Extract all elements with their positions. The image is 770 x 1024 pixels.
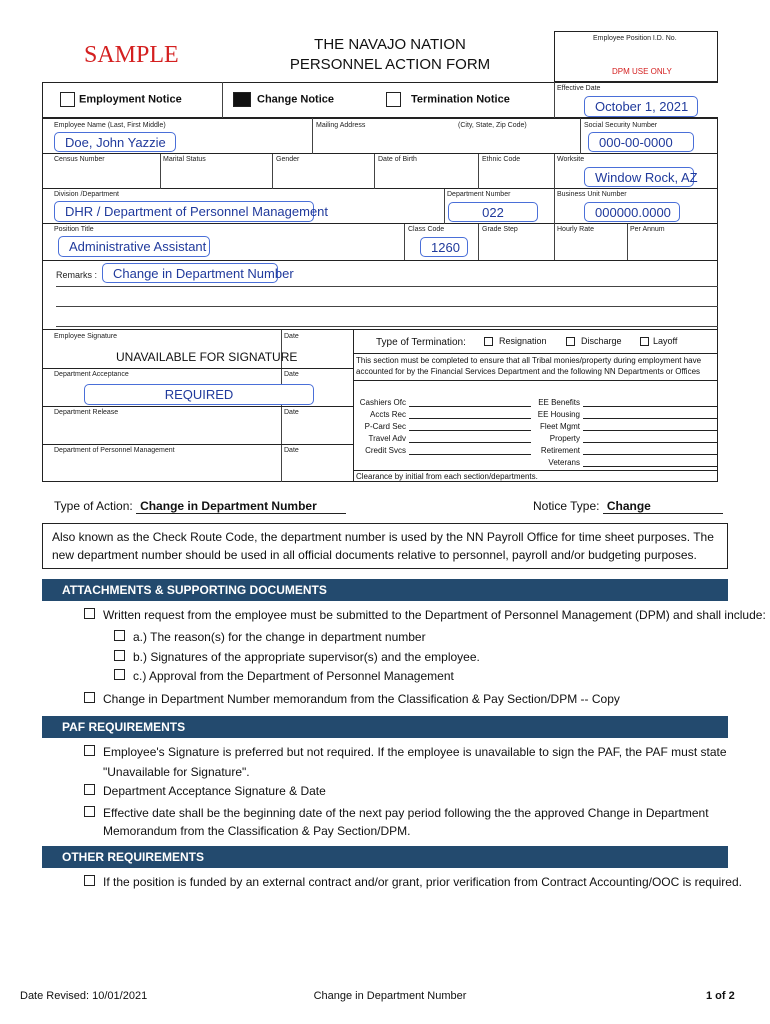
paf-header: PAF REQUIREMENTS xyxy=(42,716,728,738)
clearance-item: Travel Adv xyxy=(368,434,406,443)
marital-label: Marital Status xyxy=(163,156,206,163)
termination-notice-label: Termination Notice xyxy=(411,93,510,106)
checkbox[interactable] xyxy=(114,630,125,641)
business-unit-field[interactable]: 000000.0000 xyxy=(584,202,680,222)
remarks-field[interactable]: Change in Department Number xyxy=(102,263,278,283)
change-checkbox-checked[interactable] xyxy=(233,92,251,107)
termination-notice[interactable] xyxy=(386,92,510,107)
ssn-label: Social Security Number xyxy=(584,122,658,129)
checkbox[interactable] xyxy=(84,608,95,619)
effective-date-label: Effective Date xyxy=(557,85,601,92)
attachment-sub-c-text: c.) Approval from the Department of Personnel Management xyxy=(133,669,454,683)
division-field[interactable]: DHR / Department of Personnel Management xyxy=(54,201,314,222)
worksite-field[interactable]: Window Rock, AZ xyxy=(584,167,694,187)
city-state-zip-label: (City, State, Zip Code) xyxy=(458,122,527,129)
resignation-label: Resignation xyxy=(499,336,547,346)
type-of-action-value: Change in Department Number xyxy=(136,499,346,514)
unavailable-for-signature: UNAVAILABLE FOR SIGNATURE xyxy=(116,350,298,364)
position-title-field[interactable]: Administrative Assistant xyxy=(58,236,210,257)
form-title-line2: PERSONNEL ACTION FORM xyxy=(289,56,491,73)
grade-step-label: Grade Step xyxy=(482,226,518,233)
attachment-item-1-text: Written request from the employee must be submitted to the Department of Personnel Management (DPM) and shall include: xyxy=(103,608,766,622)
effective-date-field[interactable]: October 1, 2021 xyxy=(584,96,698,117)
checkbox[interactable] xyxy=(84,745,95,756)
employee-name-label: Employee Name (Last, First Middle) xyxy=(54,122,166,129)
paf-item-3[interactable] xyxy=(84,804,709,823)
paf-item-3-text: Effective date shall be the beginning date of the next pay period following the the approved Change in Department xyxy=(103,806,709,820)
change-notice[interactable] xyxy=(233,92,334,107)
acceptance-required-field[interactable]: REQUIRED xyxy=(84,384,314,405)
dpm-use-only: DPM USE ONLY xyxy=(612,67,672,76)
attachment-item-2[interactable] xyxy=(84,690,620,709)
termination-checkbox[interactable] xyxy=(386,92,401,107)
checkbox[interactable] xyxy=(84,692,95,703)
clearance-item: Fleet Mgmt xyxy=(539,422,580,431)
clearance-item: P-Card Sec xyxy=(364,422,406,431)
paf-item-1[interactable] xyxy=(84,743,727,762)
sample-watermark: SAMPLE xyxy=(84,42,179,68)
attachment-sub-b-text: b.) Signatures of the appropriate supervisor(s) and the employee. xyxy=(133,650,480,664)
mailing-address-label: Mailing Address xyxy=(316,122,366,129)
employee-signature-label: Employee Signature xyxy=(54,333,118,340)
checkbox[interactable] xyxy=(84,784,95,795)
clearance-item: Property xyxy=(549,434,580,443)
dept-number-label: Department Number xyxy=(447,191,511,198)
position-title-label: Position Title xyxy=(54,226,94,233)
hourly-rate-label: Hourly Rate xyxy=(557,226,594,233)
discharge-checkbox[interactable] xyxy=(566,337,575,346)
gender-label: Gender xyxy=(276,156,300,163)
other-header: OTHER REQUIREMENTS xyxy=(42,846,728,868)
dept-number-field[interactable]: 022 xyxy=(448,202,538,222)
checkbox[interactable] xyxy=(114,669,125,680)
layoff-option[interactable] xyxy=(640,336,677,346)
layoff-checkbox[interactable] xyxy=(640,337,649,346)
notice-type xyxy=(533,499,723,514)
paf-item-3-cont: Memorandum from the Classification & Pay Section/DPM. xyxy=(103,824,411,838)
change-notice-label: Change Notice xyxy=(257,93,335,106)
signature-date-label: Date xyxy=(284,333,299,340)
ssn-field[interactable]: 000-00-0000 xyxy=(588,132,694,152)
dpm-label: Department of Personnel Management xyxy=(54,447,175,454)
paf-item-1-text: Employee's Signature is preferred but not required. If the employee is unavailable to sign the PAF, the PAF must state xyxy=(103,745,727,759)
discharge-option[interactable] xyxy=(566,336,622,346)
release-date-label: Date xyxy=(284,409,299,416)
clearance-item: Cashiers Ofc xyxy=(359,398,406,407)
class-code-field[interactable]: 1260 xyxy=(420,237,468,257)
type-of-action-label: Type of Action: xyxy=(54,499,133,513)
attachment-item-1[interactable] xyxy=(84,606,766,625)
notice-type-value: Change xyxy=(603,499,723,514)
discharge-label: Discharge xyxy=(581,336,622,346)
business-unit-label: Business Unit Number xyxy=(557,191,627,198)
checkbox[interactable] xyxy=(84,875,95,886)
other-item-1[interactable] xyxy=(84,873,742,892)
clearance-item: Credit Svcs xyxy=(365,446,406,455)
attachment-sub-c[interactable] xyxy=(114,667,454,686)
employment-checkbox[interactable] xyxy=(60,92,75,107)
paf-item-2[interactable] xyxy=(84,782,326,801)
dpm-date-label: Date xyxy=(284,447,299,454)
footer-center: Change in Department Number xyxy=(313,990,467,1002)
dept-release-label: Department Release xyxy=(54,409,119,416)
checkbox[interactable] xyxy=(114,650,125,661)
attachments-header: ATTACHMENTS & SUPPORTING DOCUMENTS xyxy=(42,579,728,601)
paf-item-1-cont: "Unavailable for Signature". xyxy=(103,765,250,779)
position-id-label: Employee Position I.D. No. xyxy=(593,35,677,42)
dob-label: Date of Birth xyxy=(378,156,417,163)
resignation-option[interactable] xyxy=(484,336,547,346)
paf-item-2-text: Department Acceptance Signature & Date xyxy=(103,784,326,798)
remarks-label: Remarks : xyxy=(56,270,98,280)
clearance-right-list xyxy=(534,395,718,467)
employment-notice[interactable] xyxy=(60,92,182,107)
employee-name-field[interactable]: Doe, John Yazzie xyxy=(54,132,176,152)
worksite-label: Worksite xyxy=(557,156,585,163)
form-title-line1: THE NAVAJO NATION xyxy=(314,36,466,53)
action-description-text: Also known as the Check Route Code, the department number is used by the NN Payroll Office for time sheet purposes. The new department number should be used in all official documents relative to personnel, payroll and/or budgeting purposes. xyxy=(52,530,714,562)
clearance-item: Accts Rec xyxy=(369,410,406,419)
acceptance-date-label: Date xyxy=(284,371,299,378)
division-label: Division /Department xyxy=(54,191,119,198)
attachment-sub-b[interactable] xyxy=(114,648,480,667)
clearance-item: Retirement xyxy=(540,446,580,455)
dept-acceptance-label: Department Acceptance xyxy=(54,371,129,378)
clearance-note: Clearance by initial from each section/departments. xyxy=(356,472,538,481)
employment-notice-label: Employment Notice xyxy=(79,93,182,106)
attachment-item-2-text: Change in Department Number memorandum from the Classification & Pay Section/DPM -- Copy xyxy=(103,692,620,706)
clearance-left-list xyxy=(356,395,531,455)
clearance-item: EE Benefits xyxy=(538,398,580,407)
census-label: Census Number xyxy=(54,156,105,163)
ethnic-label: Ethnic Code xyxy=(482,156,521,163)
clearance-item: EE Housing xyxy=(537,410,580,419)
other-item-1-text: If the position is funded by an external contract and/or grant, prior verification from Contract Accounting/OOC is required. xyxy=(103,875,742,889)
layoff-label: Layoff xyxy=(653,336,678,346)
attachment-sub-a-text: a.) The reason(s) for the change in department number xyxy=(133,630,426,644)
checkbox[interactable] xyxy=(84,806,95,817)
class-code-label: Class Code xyxy=(408,226,445,233)
page-number: 1 of 2 xyxy=(706,990,735,1002)
type-of-action xyxy=(54,499,346,514)
termination-type-label: Type of Termination: xyxy=(376,337,466,348)
notice-type-label: Notice Type: xyxy=(533,499,600,513)
resignation-checkbox[interactable] xyxy=(484,337,493,346)
per-annum-label: Per Annum xyxy=(630,226,665,233)
attachment-sub-a[interactable] xyxy=(114,628,426,647)
clearance-item: Veterans xyxy=(548,458,580,467)
termination-note: This section must be completed to ensure that all Tribal monies/property during employment have accounted for by the Financial Services Department and the following NN Departments or Offices xyxy=(356,356,702,376)
date-revised: Date Revised: 10/01/2021 xyxy=(20,990,148,1002)
